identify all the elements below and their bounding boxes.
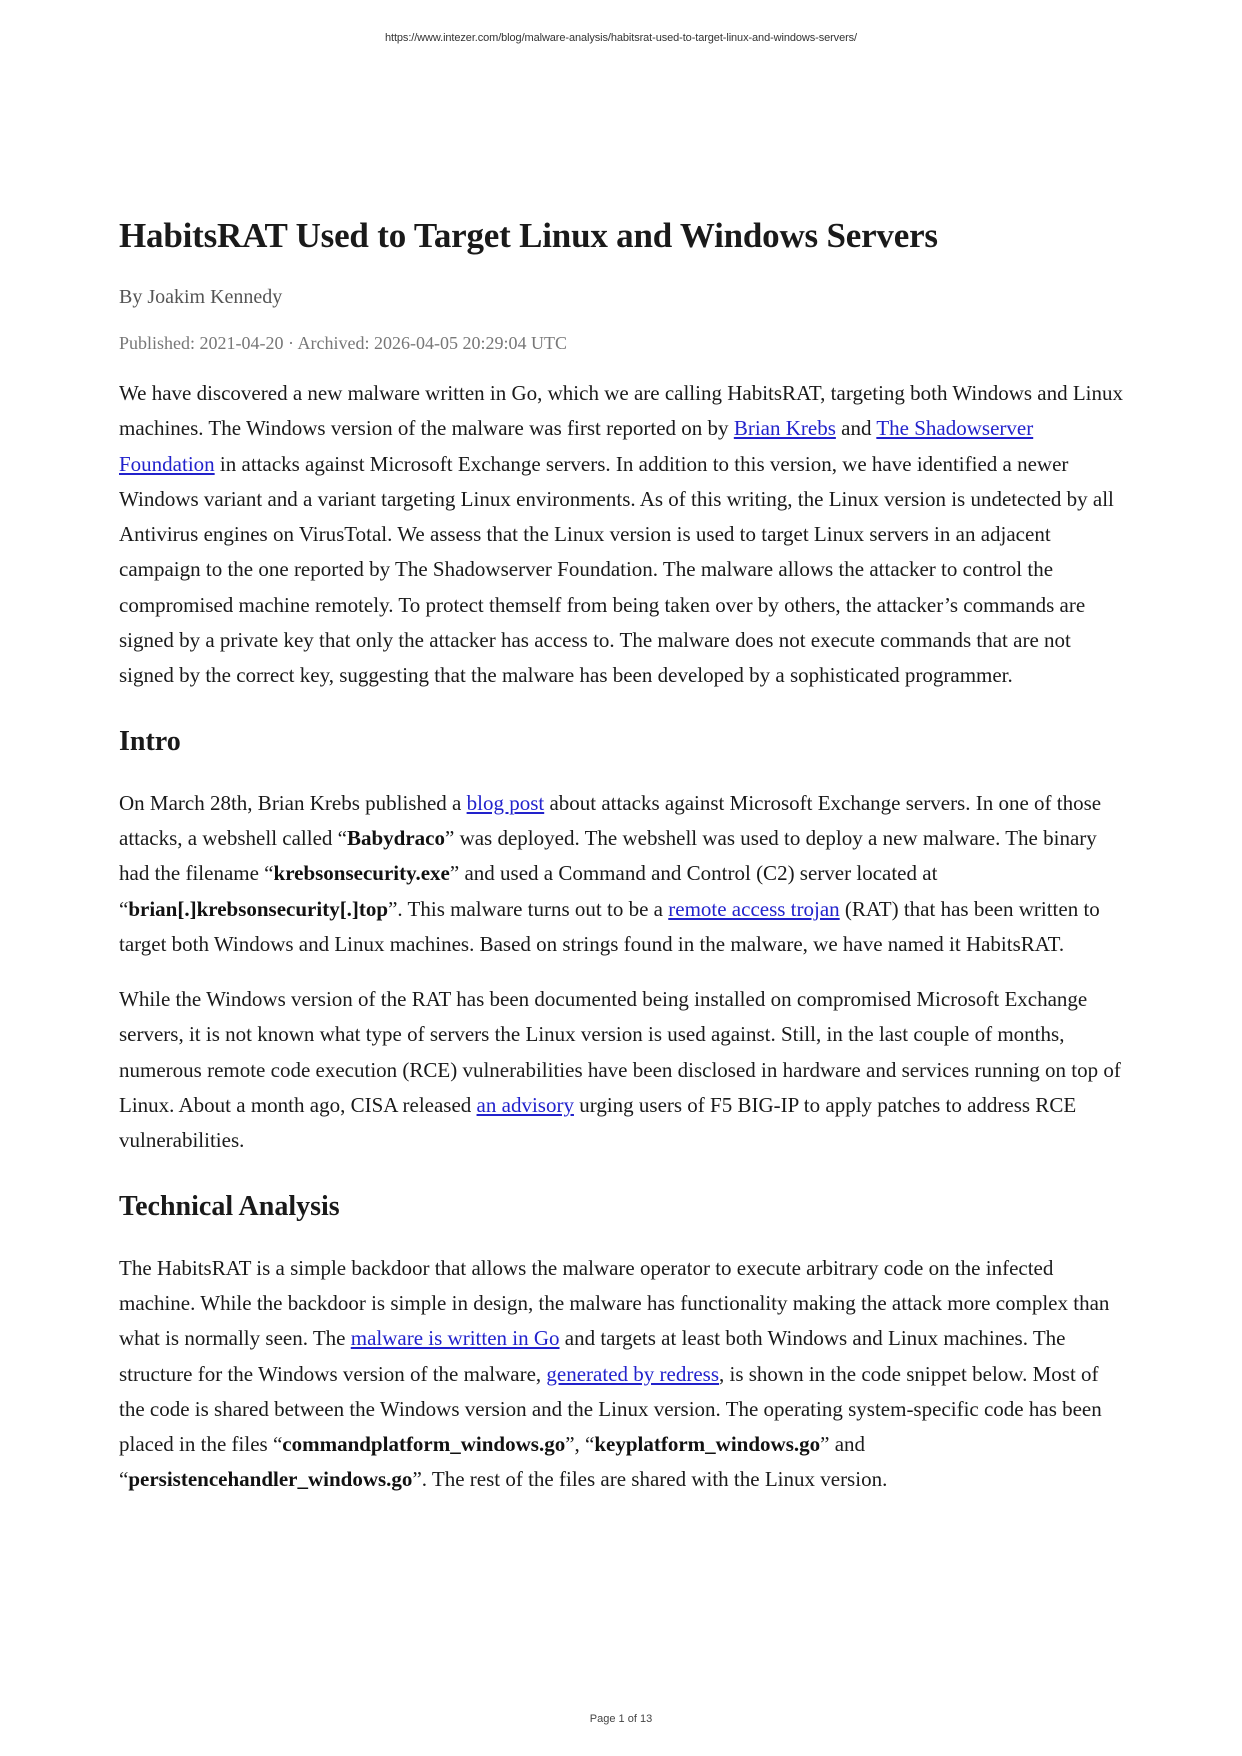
bold-filename: commandplatform_windows.go (282, 1432, 566, 1457)
link-shadowserver-foundation[interactable]: The Shadowserver Foundation (119, 416, 1034, 476)
article (119, 210, 1129, 1498)
text: ”. The rest of the files are shared with the Linux version. (412, 1467, 888, 1492)
page-number: Page 1 of 13 (589, 1713, 653, 1725)
text: The HabitsRAT is a simple backdoor that allows the malware operator to execute arbitrary code on the infected machine. While the backdoor is simple in design, the malware has functionality making the attack more complex than what is normally seen. The (119, 1255, 1110, 1351)
intro-paragraph (119, 376, 1129, 694)
intro-section-paragraph-1 (119, 786, 1129, 962)
publish-meta: Published: 2021-04-20 · Archived: 2026-04-05 20:29:04 UTC (119, 333, 567, 353)
link-malware-written-in-go[interactable]: malware is written in Go (350, 1326, 560, 1351)
text: urging users of F5 BIG-IP to apply patches to address RCE vulnerabilities. (119, 1093, 1077, 1153)
text: ” and “ (119, 1432, 866, 1492)
bold-term: brian[.]krebsonsecurity[.]top (128, 896, 389, 921)
page-url: https://www.intezer.com/blog/malware-analysis/habitsrat-used-to-target-linux-and-windows-servers/ (384, 32, 858, 44)
link-generated-by-redress[interactable]: generated by redress (546, 1361, 719, 1386)
intro-section-paragraph-2 (119, 982, 1129, 1158)
text: about attacks against Microsoft Exchange servers. In one of those attacks, a webshell called “ (119, 790, 1102, 850)
text: , is shown in the code snippet below. Most of the code is shared between the Windows version and the Linux version. The operating system-specific code has been placed in the files “ (119, 1361, 1102, 1457)
bold-term: Babydraco (346, 825, 445, 850)
text: ”. This malware turns out to be a (388, 896, 669, 921)
link-brian-krebs[interactable]: Brian Krebs (733, 416, 836, 441)
text: On March 28th, Brian Krebs published a (119, 790, 467, 815)
byline: By Joakim Kennedy (119, 286, 283, 308)
text: While the Windows version of the RAT has been documented being installed on compromised Microsoft Exchange servers, it is not known what type of servers the Linux version is used against. Still, in the last couple of months, numerous remote code execution (RCE) vulnerabilities have been disclosed in hardware and services running on top of Linux. About a month ago, CISA released (119, 987, 1121, 1118)
bold-term: krebsonsecurity.exe (273, 861, 450, 886)
link-an-advisory[interactable]: an advisory (476, 1093, 574, 1118)
technical-analysis-paragraph-1 (119, 1251, 1129, 1498)
text: (RAT) that has been written to target both Windows and Linux machines. Based on strings found in the malware, we have named it HabitsRAT. (119, 896, 1100, 956)
text: in attacks against Microsoft Exchange servers. In addition to this version, we have identified a newer Windows variant and a variant targeting Linux environments. As of this writing, the Linux version is undetected by all Antivirus engines on VirusTotal. We assess that the Linux version is used to target Linux servers in an adjacent campaign to the one reported by The Shadowserver Foundation. The malware allows the attacker to control the compromised machine remotely. To protect themself from being taken over by others, the attacker’s commands are signed by a private key that only the attacker has access to. The malware does not execute commands that are not signed by the correct key, suggesting that the malware has been developed by a sophisticated programmer. (119, 451, 1114, 688)
bold-filename: persistencehandler_windows.go (128, 1467, 413, 1492)
text: and (835, 416, 877, 441)
link-remote-access-trojan[interactable]: remote access trojan (668, 896, 840, 921)
link-blog-post[interactable]: blog post (466, 790, 545, 815)
article-title: HabitsRAT Used to Target Linux and Windows Servers (119, 216, 938, 255)
text: ” was deployed. The webshell was used to deploy a new malware. The binary had the filename “ (119, 825, 1097, 886)
section-heading-technical-analysis: Technical Analysis (119, 1190, 340, 1222)
bold-filename: keyplatform_windows.go (594, 1432, 821, 1457)
text: ” and used a Command and Control (C2) server located at “ (119, 861, 938, 921)
text: We have discovered a new malware written in Go, which we are calling HabitsRAT, targeting both Windows and Linux machines. The Windows version of the malware was first reported on by (119, 381, 1124, 441)
text: ”, “ (565, 1432, 595, 1457)
section-heading-intro: Intro (119, 725, 181, 757)
text: and targets at least both Windows and Linux machines. The structure for the Windows version of the malware, (119, 1326, 1066, 1386)
